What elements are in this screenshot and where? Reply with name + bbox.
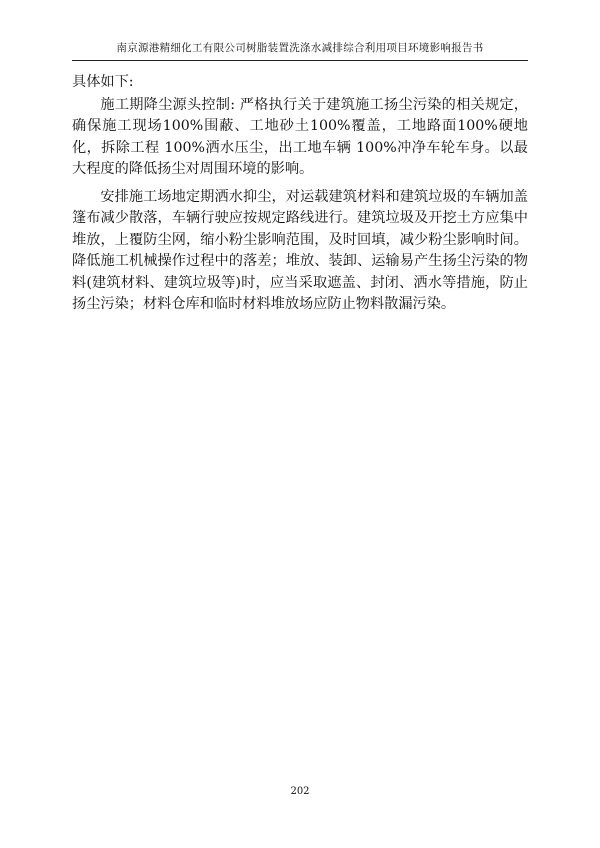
- paragraph-site-watering: 安排施工场地定期洒水抑尘，对运载建筑材料和建筑垃圾的车辆加盖篷布减少散落，车辆行驶应按规定路线进行。建筑垃圾及开挖土方应集中堆放，上覆防尘网，缩小粉尘影响范围，及时回填，减少粉尘影响时间。降低施工机械操作过程中的落差；堆放、装卸、运输易产生扬尘污染的物料(建筑材料、建筑垃圾等)时，应当采取遮盖、封闭、洒水等措施，防止扬尘污染；材料仓库和临时材料堆放场应防止物料散漏污染。: [72, 188, 528, 312]
- paragraph-dust-source-control: 施工期降尘源头控制: 严格执行关于建筑施工扬尘污染的相关规定，确保施工现场100%围蔽、工地砂土100%覆盖，工地路面100%硬地化，拆除工程 100%洒水压尘，出工地车辆 100%冲净车轮车身。以最大程度的降低扬尘对周围环境的影响。: [72, 96, 528, 177]
- page-number: 202: [290, 786, 310, 797]
- document-title: 南京源港精细化工有限公司树脂装置洗涤水减排综合利用项目环境影响报告书: [116, 42, 484, 54]
- intro-text: 具体如下:: [72, 74, 134, 90]
- document-body: [72, 72, 528, 316]
- page-header: [72, 40, 528, 61]
